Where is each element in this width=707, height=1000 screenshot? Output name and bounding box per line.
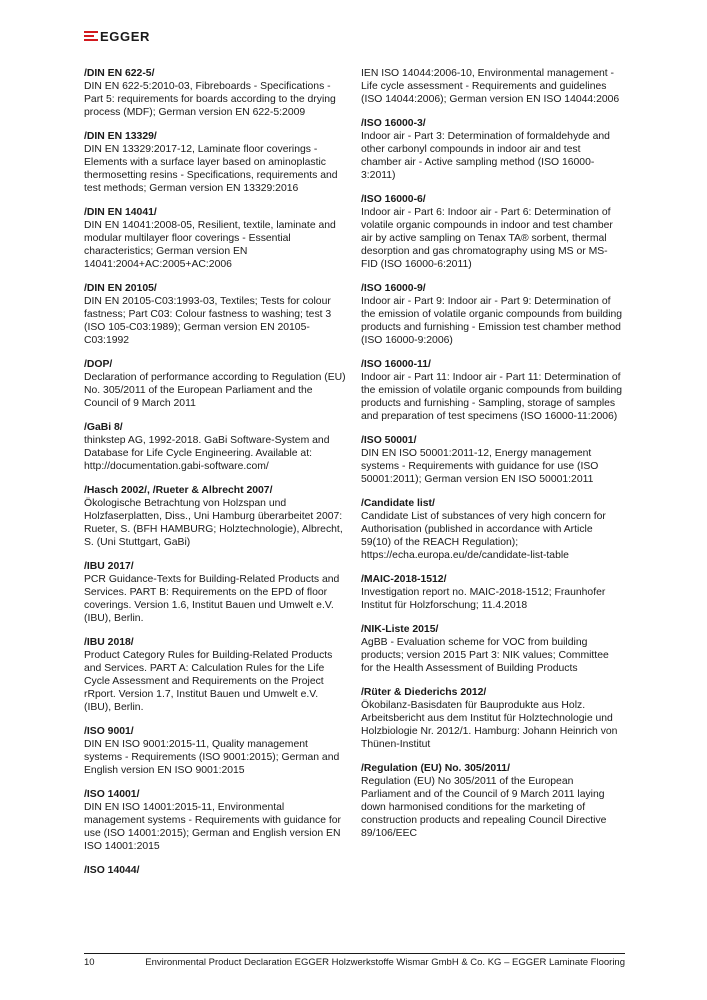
reference-body: Ökologische Betrachtung von Holzspan und Holzfaserplatten, Diss., Uni Hamburg überarbeitet 2007: Rueter, S. (BFH HAMBURG; Holztechnologie), Albrecht, S. (Uni Stuttgart, GaBi) [84, 498, 343, 548]
reference-body: Investigation report no. MAIC-2018-1512; Fraunhofer Institut für Holzforschung; 11.4.2018 [361, 587, 606, 611]
reference-heading: /Rüter & Diederichs 2012/ [361, 687, 487, 698]
reference-heading: /DIN EN 20105/ [84, 283, 157, 294]
reference-body: Declaration of performance according to Regulation (EU) No. 305/2011 of the European Parliament and the Council of 9 March 2011 [84, 372, 346, 409]
reference-heading: /ISO 14044/ [84, 865, 140, 876]
reference-body: DIN EN 14041:2008-05, Resilient, textile, laminate and modular multilayer floor coverings - Essential characteristics; German version EN 14041:2004+AC:2005+AC:2006 [84, 220, 336, 270]
reference-entry [361, 497, 623, 562]
reference-heading: /DIN EN 14041/ [84, 207, 157, 218]
reference-heading: /MAIC-2018-1512/ [361, 574, 447, 585]
reference-entry [84, 560, 346, 625]
reference-heading: /Candidate list/ [361, 498, 435, 509]
reference-body: thinkstep AG, 1992-2018. GaBi Software-System and Database for Life Cycle Engineering. Available at: http://documentation.gabi-software.com/ [84, 435, 330, 472]
reference-entry [84, 67, 346, 119]
reference-heading: /ISO 9001/ [84, 726, 134, 737]
reference-body: Indoor air - Part 3: Determination of formaldehyde and other carbonyl compounds in indoor air and test chamber air - Active sampling method (ISO 16000-3:2011) [361, 131, 610, 181]
reference-entry [84, 421, 346, 473]
reference-heading: /DIN EN 13329/ [84, 131, 157, 142]
reference-entry [84, 788, 346, 853]
reference-heading: /DOP/ [84, 359, 113, 370]
reference-entry [84, 864, 346, 877]
reference-body: Regulation (EU) No 305/2011 of the European Parliament and of the Council of 9 March 2011 laying down harmonised conditions for the marketing of construction products and repealing Council Directive 89/106/EEC [361, 776, 607, 839]
reference-heading: /ISO 16000-11/ [361, 359, 431, 370]
reference-heading: /ISO 16000-3/ [361, 118, 426, 129]
reference-heading: /ISO 16000-9/ [361, 283, 426, 294]
reference-entry [361, 117, 623, 182]
reference-heading: /Regulation (EU) No. 305/2011/ [361, 763, 510, 774]
reference-heading: /ISO 16000-6/ [361, 194, 426, 205]
reference-body: DIN EN 20105-C03:1993-03, Textiles; Tests for colour fastness; Part C03: Colour fastness to washing; test 3 (ISO 105-C03:1989); German version EN 20105-C03:1992 [84, 296, 332, 346]
reference-entry [361, 623, 623, 675]
reference-body: PCR Guidance-Texts for Building-Related Products and Services. PART B: Requirements on the EPD of floor coverings. Version 1.6, Institut Bauen und Umwelt e.V. (IBU), Berlin. [84, 574, 340, 624]
reference-body: Indoor air - Part 11: Indoor air - Part 11: Determination of the emission of volatile organic compounds from building products and furnishing - Sampling, storage of samples and preparation of test specimens (ISO 16000-11:2006) [361, 372, 623, 422]
reference-entry [361, 762, 623, 840]
references-left-column [84, 67, 346, 888]
reference-heading: /ISO 14001/ [84, 789, 140, 800]
reference-body: Product Category Rules for Building-Related Products and Services. PART A: Calculation Rules for the Life Cycle Assessment and Requirements on the Project rRport. Version 1.7, Institut Bauen und Umwelt e.V. (IBU), Berlin. [84, 650, 333, 713]
reference-heading: /IBU 2017/ [84, 561, 134, 572]
reference-entry [361, 67, 623, 106]
reference-entry [361, 573, 623, 612]
reference-entry [361, 282, 623, 347]
reference-body: Indoor air - Part 6: Indoor air - Part 6: Determination of volatile organic compounds in indoor and test chamber air by active sampling on Tenax TA® sorbent, thermal desorption and gas chromatography using MS or MS-FID (ISO 16000-6:2011) [361, 207, 613, 270]
reference-entry [361, 193, 623, 271]
reference-entry [84, 725, 346, 777]
reference-heading: /DIN EN 622-5/ [84, 68, 155, 79]
footer-text: Environmental Product Declaration EGGER Holzwerkstoffe Wismar GmbH & Co. KG – EGGER Laminate Flooring [145, 957, 625, 968]
brand-name: EGGER [100, 29, 150, 44]
reference-body: Ökobilanz-Basisdaten für Bauprodukte aus Holz. Arbeitsbericht aus dem Institut für Holztechnologie und Holzbiologie Nr. 2012/1. Hamburg: Johann Heinrich von Thünen-Institut [361, 700, 618, 750]
reference-entry [84, 636, 346, 714]
reference-entry [84, 484, 346, 549]
reference-entry [361, 686, 623, 751]
references-right-column [361, 67, 623, 851]
reference-entry [361, 434, 623, 486]
reference-heading: /ISO 50001/ [361, 435, 417, 446]
reference-entry [84, 282, 346, 347]
reference-entry [84, 358, 346, 410]
reference-heading: /IBU 2018/ [84, 637, 134, 648]
reference-body: IEN ISO 14044:2006-10, Environmental management - Life cycle assessment - Requirements and guidelines (ISO 14044:2006); German version EN ISO 14044:2006 [361, 68, 620, 105]
reference-body: AgBB - Evaluation scheme for VOC from building products; version 2015 Part 3: NIK values; Committee for the Health Assessment of Building Products [361, 637, 609, 674]
reference-heading: /Hasch 2002/, /Rueter & Albrecht 2007/ [84, 485, 273, 496]
reference-body: DIN EN 13329:2017-12, Laminate floor coverings - Elements with a surface layer based on aminoplastic thermosetting resins - Specifications, requirements and test methods; German version EN 13329:2016 [84, 144, 338, 194]
reference-heading: /NIK-Liste 2015/ [361, 624, 439, 635]
reference-body: DIN EN ISO 9001:2015-11, Quality management systems - Requirements (ISO 9001:2015); German and English version EN ISO 9001:2015 [84, 739, 340, 776]
reference-body: DIN EN ISO 14001:2015-11, Environmental management systems - Requirements with guidance for use (ISO 14001:2015); German and English version EN ISO 14001:2015 [84, 802, 341, 852]
reference-entry [361, 358, 623, 423]
reference-body: DIN EN ISO 50001:2011-12, Energy management systems - Requirements with guidance for use (ISO 50001:2011); German version EN ISO 50001:2011 [361, 448, 599, 485]
footer-divider [84, 953, 625, 954]
egger-logo-mark-icon [84, 31, 98, 41]
reference-entry [84, 130, 346, 195]
egger-logo [84, 28, 164, 44]
reference-body: Candidate List of substances of very high concern for Authorisation (published in accordance with Article 59(10) of the REACH Regulation); https://echa.europa.eu/de/candidate-list-table [361, 511, 606, 561]
page-number: 10 [84, 957, 95, 968]
reference-entry [84, 206, 346, 271]
reference-body: DIN EN 622-5:2010-03, Fibreboards - Specifications - Part 5: requirements for boards according to the drying process (MDF); German version EN 622-5:2009 [84, 81, 336, 118]
reference-heading: /GaBi 8/ [84, 422, 123, 433]
reference-body: Indoor air - Part 9: Indoor air - Part 9: Determination of the emission of volatile organic compounds from building products and furnishing - Emission test chamber method (ISO 16000-9:2006) [361, 296, 623, 346]
